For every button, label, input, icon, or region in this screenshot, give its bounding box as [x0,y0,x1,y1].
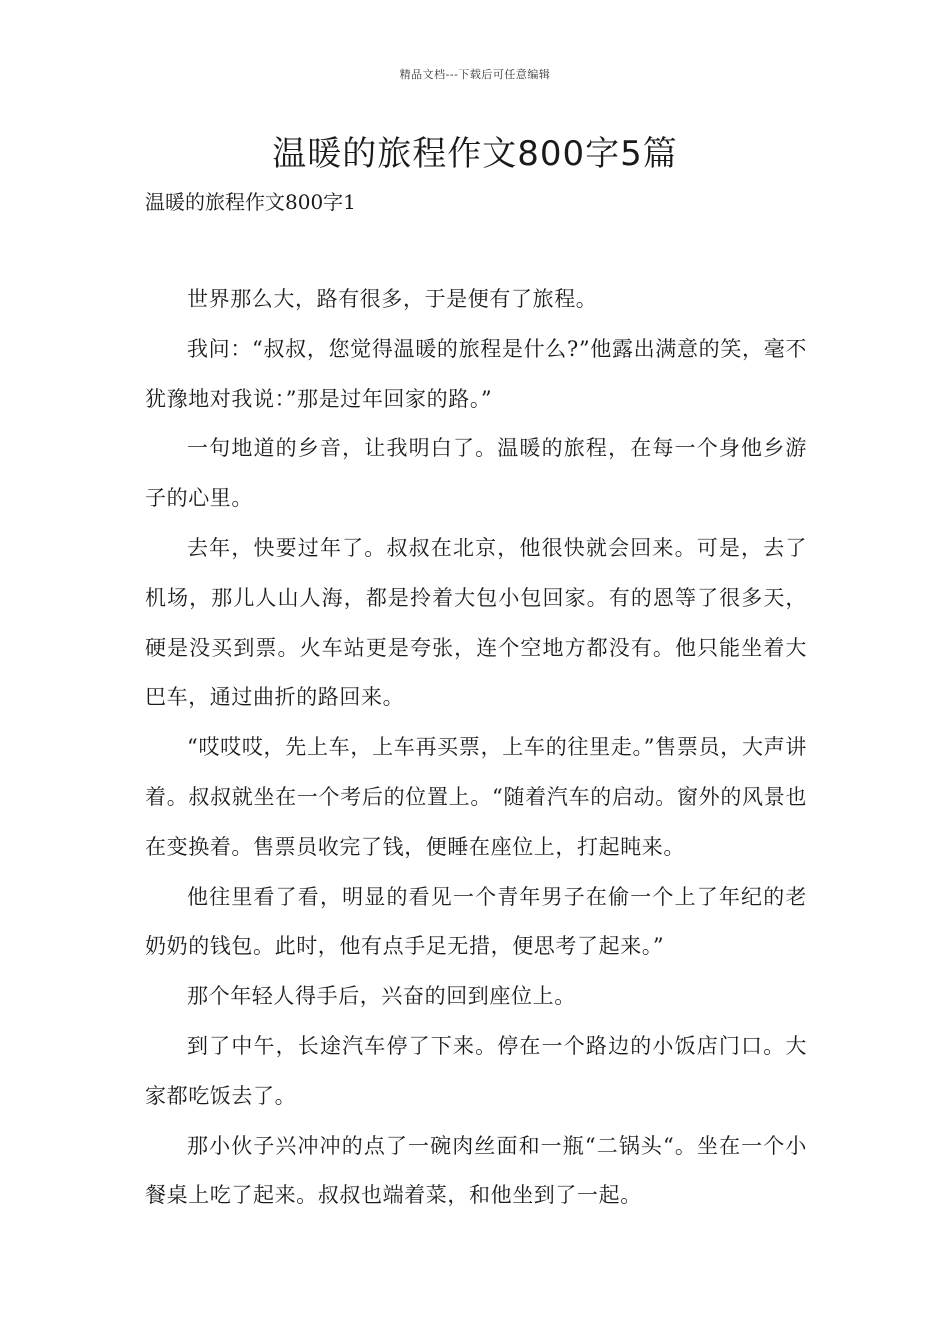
paragraph: 去年，快要过年了。叔叔在北京，他很快就会回来。可是，去了机场，那儿人山人海，都是拎着大包小包回家。有的恩等了很多天，硬是没买到票。火车站更是夸张，连个空地方都没有。他只能坐着大巴车，通过曲折的路回来。 [145,535,807,710]
paragraph: 世界那么大，路有很多，于是便有了旅程。 [187,287,598,311]
paragraph: 一句地道的乡音，让我明白了。温暖的旅程，在每一个身他乡游子的心里。 [145,436,807,511]
paragraph: 到了中午，长途汽车停了下来。停在一个路边的小饭店门口。大家都吃饭去了。 [145,1033,807,1108]
paragraph: 那小伙子兴冲冲的点了一碗肉丝面和一瓶“二锅头“。坐在一个小餐桌上吃了起来。叔叔也端着菜，和他坐到了一起。 [145,1133,807,1208]
document-title: 温暖的旅程作文800字5篇 [272,134,678,174]
paragraph: 那个年轻人得手后，兴奋的回到座位上。 [187,984,576,1009]
paragraph: “哎哎哎，先上车，上车再买票，上车的往里走。”售票员，大声讲着。叔叔就坐在一个考后的位置上。“随着汽车的启动。窗外的风景也在变换着。售票员收完了钱，便睡在座位上，打起盹来。 [145,735,807,859]
article-body [145,275,807,1221]
document-subtitle: 温暖的旅程作文800字1 [145,190,356,214]
paragraph: 他往里看了看，明显的看见一个青年男子在偷一个上了年纪的老奶奶的钱包。此时，他有点手足无措，便思考了起来。” [145,884,807,959]
header-note: 精品文档---下载后可任意编辑 [399,68,551,81]
paragraph: 我问：“叔叔，您觉得温暖的旅程是什么?”他露出满意的笑，毫不犹豫地对我说：”那是过年回家的路。” [145,336,807,411]
